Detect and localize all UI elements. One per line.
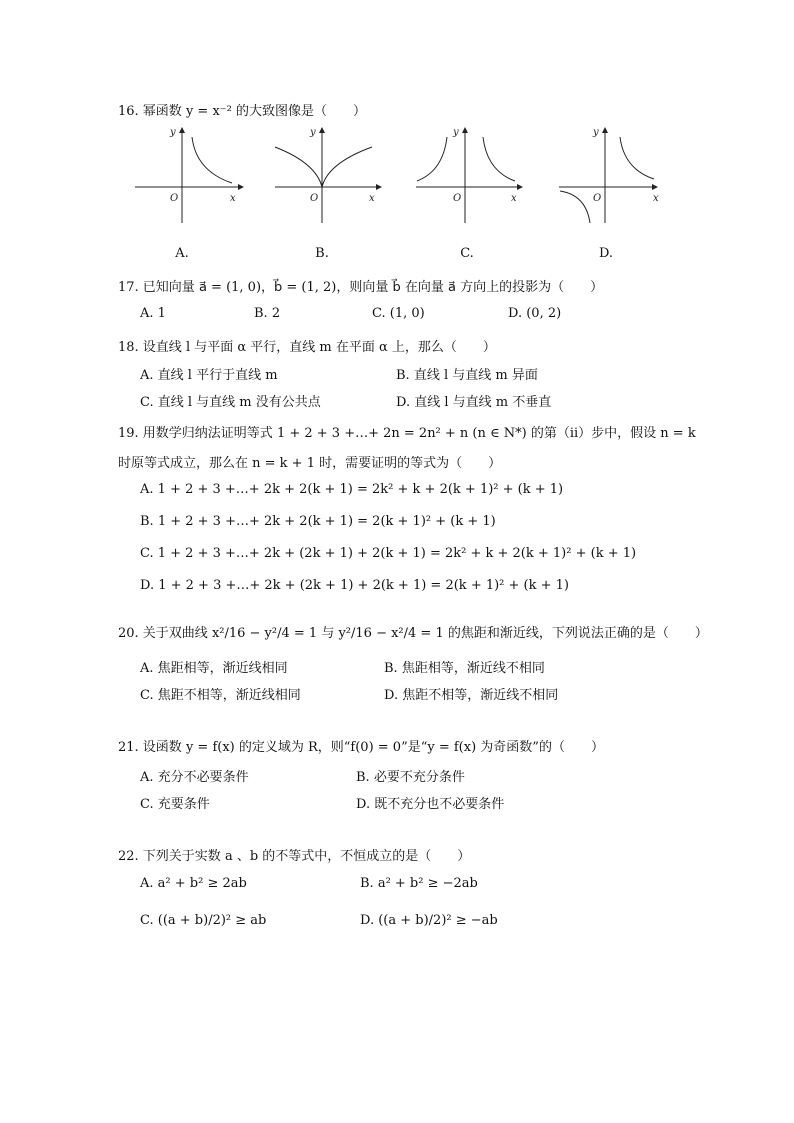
q22-option-b: B. a² + b² ≥ −2ab xyxy=(360,876,478,891)
q20-stem: 20. 关于双曲线 x²/16 − y²/4 = 1 与 y²/16 − x²/4 = 1 的焦距和渐近线，下列说法正确的是（ ） xyxy=(118,626,708,641)
y-arrow-icon xyxy=(319,127,325,133)
q19-option-c: C. 1 + 2 + 3 +…+ 2k + (2k + 1) + 2(k + 1) = 2k² + k + 2(k + 1)² + (k + 1) xyxy=(140,546,637,561)
svg-text:O: O xyxy=(453,193,462,204)
svg-text:O: O xyxy=(593,193,602,204)
graph-label-a: A. xyxy=(175,246,189,261)
q22-option-a: A. a² + b² ≥ 2ab xyxy=(140,876,247,891)
x-arrow-icon xyxy=(376,184,382,190)
q17-option-b: B. 2 xyxy=(254,306,281,321)
q16-stem: 16. 幂函数 y = x⁻² 的大致图像是（ ） xyxy=(118,104,366,119)
q16-graph-c xyxy=(413,125,533,225)
x-arrow-icon xyxy=(238,184,244,190)
y-arrow-icon xyxy=(462,127,468,133)
svg-text:x: x xyxy=(653,193,659,204)
q17-option-d: D. (0, 2) xyxy=(508,306,562,321)
q16-graph-d xyxy=(556,125,676,225)
q16-graph-a xyxy=(130,125,250,225)
q17-stem: 17. 已知向量 a⃗ = (1, 0)，b⃗ = (1, 2)，则向量 b⃗ 在向量 a⃗ 方向上的投影为（ ） xyxy=(118,280,604,295)
graph-label-b: B. xyxy=(315,246,329,261)
q19-stem-line2: 时原等式成立，那么在 n = k + 1 时，需要证明的等式为（ ） xyxy=(118,456,502,471)
svg-text:x: x xyxy=(511,193,517,204)
q20-option-a: A. 焦距相等，渐近线相同 xyxy=(140,661,288,676)
svg-text:y: y xyxy=(453,127,459,138)
q18-option-a: A. 直线 l 平行于直线 m xyxy=(140,368,278,383)
q21-option-a: A. 充分不必要条件 xyxy=(140,770,249,785)
x-arrow-icon xyxy=(517,184,523,190)
q21-option-b: B. 必要不充分条件 xyxy=(356,770,465,785)
svg-text:x: x xyxy=(369,193,375,204)
q17-option-a: A. 1 xyxy=(140,306,166,321)
y-arrow-icon xyxy=(179,127,185,133)
q22-stem: 22. 下列关于实数 a 、b 的不等式中，不恒成立的是（ ） xyxy=(118,849,471,864)
curve-left xyxy=(275,147,322,187)
q19-option-d: D. 1 + 2 + 3 +…+ 2k + (2k + 1) + 2(k + 1) = 2(k + 1)² + (k + 1) xyxy=(140,578,569,593)
q16-graph-b xyxy=(272,125,392,225)
q19-stem-line1: 19. 用数学归纳法证明等式 1 + 2 + 3 +…+ 2n = 2n² + n (n ∈ N*) 的第（ii）步中，假设 n = k xyxy=(118,426,696,441)
x-arrow-icon xyxy=(652,184,658,190)
q18-stem: 18. 设直线 l 与平面 α 平行，直线 m 在平面 α 上，那么（ ） xyxy=(118,340,496,355)
svg-text:O: O xyxy=(310,193,319,204)
svg-text:y: y xyxy=(310,127,316,138)
q18-option-c: C. 直线 l 与直线 m 没有公共点 xyxy=(140,395,321,410)
q20-option-d: D. 焦距不相等，渐近线不相同 xyxy=(384,688,559,703)
q21-option-d: D. 既不充分也不必要条件 xyxy=(356,797,505,812)
curve xyxy=(192,137,232,183)
svg-text:y: y xyxy=(593,127,599,138)
origin-label: O xyxy=(170,193,179,204)
q18-option-b: B. 直线 l 与直线 m 异面 xyxy=(396,368,538,383)
graph-label-c: C. xyxy=(460,246,474,261)
q20-option-c: C. 焦距不相等，渐近线相同 xyxy=(140,688,301,703)
curve-right xyxy=(322,147,372,187)
q22-option-d: D. ((a + b)/2)² ≥ −ab xyxy=(360,913,498,928)
y-label: y xyxy=(170,127,176,138)
q21-stem: 21. 设函数 y = f(x) 的定义域为 R，则“f(0) = 0”是“y = f(x) 为奇函数”的（ ） xyxy=(118,740,604,755)
q21-option-c: C. 充要条件 xyxy=(140,797,210,812)
q20-option-b: B. 焦距相等，渐近线不相同 xyxy=(384,661,545,676)
q19-option-a: A. 1 + 2 + 3 +…+ 2k + 2(k + 1) = 2k² + k + 2(k + 1)² + (k + 1) xyxy=(140,482,564,497)
graph-label-d: D. xyxy=(598,246,614,261)
q22-option-c: C. ((a + b)/2)² ≥ ab xyxy=(140,913,267,928)
y-arrow-icon xyxy=(602,127,608,133)
q17-option-c: C. (1, 0) xyxy=(372,306,425,321)
q18-option-d: D. 直线 l 与直线 m 不垂直 xyxy=(396,395,552,410)
x-label: x xyxy=(230,193,236,204)
q19-option-b: B. 1 + 2 + 3 +…+ 2k + 2(k + 1) = 2(k + 1)² + (k + 1) xyxy=(140,514,496,529)
